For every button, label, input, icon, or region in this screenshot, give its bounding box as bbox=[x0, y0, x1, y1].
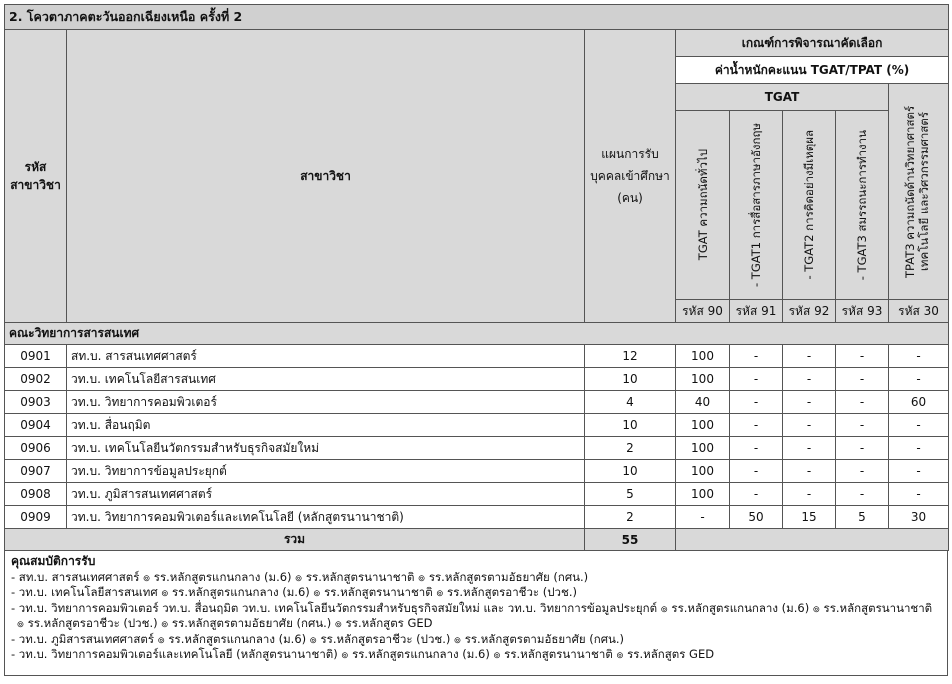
row-score-92: - bbox=[783, 414, 836, 437]
row-score-92: 15 bbox=[783, 506, 836, 529]
table-row bbox=[5, 460, 949, 483]
header-subject-90 bbox=[676, 111, 730, 300]
row-plan: 2 bbox=[585, 437, 676, 460]
qualification-line: - วท.บ. วิทยาการคอมพิวเตอร์ วท.บ. สื่อนฤมิต วท.บ. เทคโนโลยีนวัตกรรมสำหรับธุรกิจสมัยใหม่ และ วท.บ. วิทยาการข้อมูลประยุกต์ ๏ รร.หลักสูตรแกนกลาง (ม.6) ๏ รร.หลักสูตรนานาชาติ bbox=[11, 600, 933, 615]
row-score-90: - bbox=[676, 506, 730, 529]
faculty-row bbox=[5, 323, 949, 345]
row-score-90: 100 bbox=[676, 414, 730, 437]
row-score-92: - bbox=[783, 437, 836, 460]
row-major: วท.บ. วิทยาการคอมพิวเตอร์ bbox=[67, 391, 585, 414]
qualification-line: ๏ รร.หลักสูตรอาชีวะ (ปวช.) ๏ รร.หลักสูตรตามอัธยาศัย (กศน.) ๏ รร.หลักสูตร GED bbox=[17, 616, 433, 630]
row-score-30: - bbox=[889, 437, 949, 460]
row-score-91: - bbox=[730, 391, 783, 414]
row-score-30: - bbox=[889, 368, 949, 391]
header-criteria: เกณฑ์การพิจารณาคัดเลือก bbox=[676, 30, 949, 57]
subject-91-label: - TGAT1 การสื่อสารภาษาอังกฤษ bbox=[749, 123, 763, 287]
subject-90-label: TGAT ความถนัดทั่วไป bbox=[695, 149, 710, 261]
header-code: รหัส สาขาวิชา bbox=[5, 30, 67, 323]
row-code: 0903 bbox=[5, 391, 67, 414]
row-plan: 2 bbox=[585, 506, 676, 529]
header-subject-91 bbox=[730, 111, 783, 300]
qualification-line: - สท.บ. สารสนเทศศาสตร์ ๏ รร.หลักสูตรแกนกลาง (ม.6) ๏ รร.หลักสูตรนานาชาติ ๏ รร.หลักสูตรตามอัธยาศัย (กศน.) bbox=[11, 569, 589, 584]
table-row bbox=[5, 437, 949, 460]
row-score-91: - bbox=[730, 437, 783, 460]
row-plan: 5 bbox=[585, 483, 676, 506]
row-score-92: - bbox=[783, 391, 836, 414]
table-row bbox=[5, 506, 949, 529]
header-plan: แผนการรับ บุคคลเข้าศึกษา (คน) bbox=[585, 30, 676, 323]
row-major: วท.บ. เทคโนโลยีนวัตกรรมสำหรับธุรกิจสมัยใหม่ bbox=[67, 437, 585, 460]
row-code: 0907 bbox=[5, 460, 67, 483]
row-score-90: 100 bbox=[676, 460, 730, 483]
subject-code-92: รหัส 92 bbox=[783, 300, 836, 323]
row-score-92: - bbox=[783, 483, 836, 506]
table-row bbox=[5, 345, 949, 368]
subject-92-label: - TGAT2 การคิดอย่างมีเหตุผล bbox=[802, 130, 816, 280]
total-blank bbox=[676, 529, 949, 551]
row-score-30: - bbox=[889, 460, 949, 483]
table-row bbox=[5, 368, 949, 391]
row-major: สท.บ. สารสนเทศศาสตร์ bbox=[67, 345, 585, 368]
row-score-90: 100 bbox=[676, 368, 730, 391]
row-score-92: - bbox=[783, 460, 836, 483]
subject-93-label: - TGAT3 สมรรถนะการทำงาน bbox=[855, 129, 869, 281]
row-score-91: - bbox=[730, 460, 783, 483]
header-weight: ค่าน้ำหนักคะแนน TGAT/TPAT (%) bbox=[676, 57, 949, 84]
total-value: 55 bbox=[585, 529, 676, 551]
header-subject-30 bbox=[889, 84, 949, 300]
table-row bbox=[5, 414, 949, 437]
row-score-93: 5 bbox=[836, 506, 889, 529]
section-title-row bbox=[5, 5, 949, 30]
row-plan: 12 bbox=[585, 345, 676, 368]
row-score-30: - bbox=[889, 345, 949, 368]
row-score-93: - bbox=[836, 368, 889, 391]
row-score-30: 60 bbox=[889, 391, 949, 414]
row-code: 0904 bbox=[5, 414, 67, 437]
row-score-93: - bbox=[836, 483, 889, 506]
row-code: 0908 bbox=[5, 483, 67, 506]
row-plan: 10 bbox=[585, 368, 676, 391]
header-major: สาขาวิชา bbox=[67, 30, 585, 323]
qualification-line: - วท.บ. ภูมิสารสนเทศศาสตร์ ๏ รร.หลักสูตรแกนกลาง (ม.6) ๏ รร.หลักสูตรอาชีวะ (ปวช.) ๏ รร.หลักสูตรตามอัธยาศัย (กศน.) bbox=[11, 631, 625, 646]
header-row-1 bbox=[5, 30, 949, 57]
total-label: รวม bbox=[5, 529, 585, 551]
quota-document bbox=[4, 4, 948, 680]
faculty-name: คณะวิทยาการสารสนเทศ bbox=[5, 323, 949, 345]
row-plan: 4 bbox=[585, 391, 676, 414]
subject-30-label: TPAT3 ความถนัดด้านวิทยาศาสตร์ เทคโนโลยี และวิศวกรรมศาสตร์ bbox=[902, 105, 931, 278]
row-major: วท.บ. วิทยาการคอมพิวเตอร์และเทคโนโลยี (หลักสูตรนานาชาติ) bbox=[67, 506, 585, 529]
row-plan: 10 bbox=[585, 414, 676, 437]
row-score-93: - bbox=[836, 414, 889, 437]
row-score-92: - bbox=[783, 345, 836, 368]
row-code: 0902 bbox=[5, 368, 67, 391]
row-major: วท.บ. วิทยาการข้อมูลประยุกต์ bbox=[67, 460, 585, 483]
row-major: วท.บ. เทคโนโลยีสารสนเทศ bbox=[67, 368, 585, 391]
row-score-91: - bbox=[730, 414, 783, 437]
row-score-92: - bbox=[783, 368, 836, 391]
row-score-93: - bbox=[836, 437, 889, 460]
row-score-91: - bbox=[730, 368, 783, 391]
row-score-90: 100 bbox=[676, 437, 730, 460]
row-score-90: 40 bbox=[676, 391, 730, 414]
row-score-93: - bbox=[836, 345, 889, 368]
row-major: วท.บ. สื่อนฤมิต bbox=[67, 414, 585, 437]
subject-code-93: รหัส 93 bbox=[836, 300, 889, 323]
subject-code-91: รหัส 91 bbox=[730, 300, 783, 323]
row-score-30: 30 bbox=[889, 506, 949, 529]
header-subject-93 bbox=[836, 111, 889, 300]
row-score-30: - bbox=[889, 414, 949, 437]
row-major: วท.บ. ภูมิสารสนเทศศาสตร์ bbox=[67, 483, 585, 506]
header-subject-92 bbox=[783, 111, 836, 300]
qualifications-title: คุณสมบัติการรับ bbox=[11, 554, 96, 568]
table-row bbox=[5, 391, 949, 414]
row-score-93: - bbox=[836, 460, 889, 483]
row-code: 0901 bbox=[5, 345, 67, 368]
row-plan: 10 bbox=[585, 460, 676, 483]
header-tgat-group: TGAT bbox=[676, 84, 889, 111]
section-title: 2. โควตาภาคตะวันออกเฉียงเหนือ ครั้งที่ 2 bbox=[5, 5, 949, 30]
row-score-93: - bbox=[836, 391, 889, 414]
row-score-91: - bbox=[730, 483, 783, 506]
row-score-30: - bbox=[889, 483, 949, 506]
qualification-line: - วท.บ. วิทยาการคอมพิวเตอร์และเทคโนโลยี (หลักสูตรนานาชาติ) ๏ รร.หลักสูตรแกนกลาง (ม.6) ๏ รร.หลักสูตรนานาชาติ ๏ รร.หลักสูตร GED bbox=[11, 647, 715, 661]
subject-code-30: รหัส 30 bbox=[889, 300, 949, 323]
qualification-line: - วท.บ. เทคโนโลยีสารสนเทศ ๏ รร.หลักสูตรแกนกลาง (ม.6) ๏ รร.หลักสูตรนานาชาติ ๏ รร.หลักสูตรอาชีวะ (ปวช.) bbox=[11, 585, 577, 599]
row-score-90: 100 bbox=[676, 483, 730, 506]
row-score-91: 50 bbox=[730, 506, 783, 529]
row-score-91: - bbox=[730, 345, 783, 368]
total-row bbox=[5, 529, 949, 551]
subject-code-90: รหัส 90 bbox=[676, 300, 730, 323]
qualifications-box bbox=[4, 551, 948, 676]
table-row bbox=[5, 483, 949, 506]
quota-table bbox=[4, 4, 949, 551]
row-score-90: 100 bbox=[676, 345, 730, 368]
row-code: 0909 bbox=[5, 506, 67, 529]
row-code: 0906 bbox=[5, 437, 67, 460]
